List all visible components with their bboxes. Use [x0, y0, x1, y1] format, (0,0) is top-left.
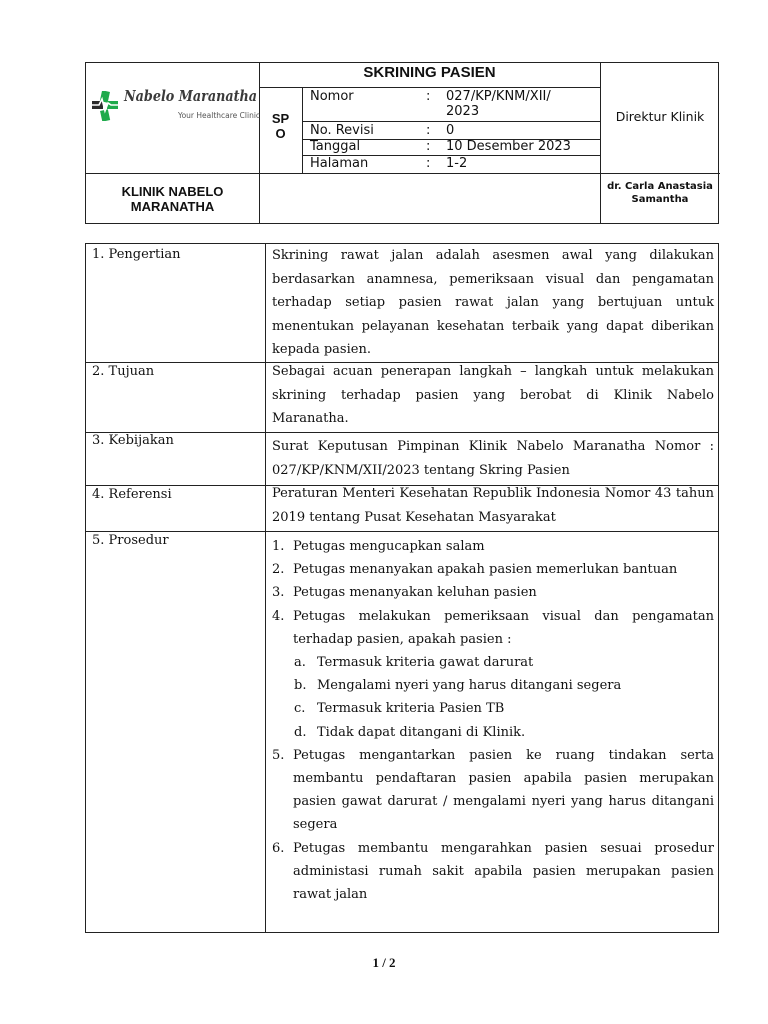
divider — [259, 87, 600, 88]
meta-value-nomor-cont: 2023 — [446, 104, 480, 119]
step-number: 1. — [272, 539, 285, 554]
step-number: 5. — [272, 747, 285, 763]
section-label: 3. Kebijakan — [92, 433, 174, 448]
list-item — [272, 721, 714, 744]
meta-label-nomor: Nomor — [310, 89, 354, 104]
document-header — [85, 62, 719, 224]
meta-label-revisi: No. Revisi — [310, 123, 374, 138]
approver-title: Direktur Klinik — [615, 109, 705, 124]
spo-line: O — [275, 126, 286, 141]
criteria-text: Termasuk kriteria Pasien TB — [317, 701, 505, 717]
step-number: 4. — [272, 608, 285, 624]
section-label: 5. Prosedur — [92, 533, 169, 548]
list-item — [272, 837, 714, 907]
section-label: 1. Pengertian — [92, 247, 181, 262]
meta-colon: : — [426, 156, 431, 171]
step-number: 6. — [272, 840, 285, 856]
meta-colon: : — [426, 139, 431, 154]
step-text: Petugas mengantarkan pasien ke ruang tindakan serta membantu pendaftaran pasien apabila pasien merupakan pasien gawat darurat / mengalami nyeri yang harus ditangani segera — [293, 747, 714, 833]
divider — [86, 432, 718, 433]
meta-value-revisi: 0 — [446, 123, 455, 138]
spo-line: SP — [271, 111, 290, 126]
list-item — [272, 744, 714, 837]
list-item — [272, 581, 714, 604]
meta-label-tanggal: Tanggal — [310, 139, 361, 154]
criteria-letter: a. — [294, 655, 306, 671]
logo-name: Nabelo Maranatha — [124, 87, 258, 105]
list-item — [272, 535, 714, 558]
divider — [302, 121, 600, 122]
clinic-name: KLINIK NABELO MARANATHA — [121, 184, 224, 214]
meta-value-tanggal: 10 Desember 2023 — [446, 139, 571, 154]
step-text: Petugas menanyakan apakah pasien memerlukan bantuan — [293, 562, 678, 578]
document-title: SKRINING PASIEN — [363, 64, 496, 81]
step-text: Petugas membantu mengarahkan pasien sesuai prosedur administasi rumah sakit apabila pasien merupakan pasien rawat jalan — [293, 840, 714, 903]
section-text: Sebagai acuan penerapan langkah – langkah untuk melakukan skrining terhadap pasien yang berobat di Klinik Nabelo Maranatha. — [272, 364, 714, 426]
clinic-logo — [92, 85, 261, 131]
criteria-letter: c. — [294, 701, 306, 717]
step-number: 2. — [272, 562, 285, 578]
procedure-list — [272, 535, 714, 906]
step-text: Petugas mengucapkan salam — [293, 539, 485, 554]
list-item — [272, 697, 714, 720]
meta-colon: : — [426, 89, 431, 104]
meta-value-halaman: 1-2 — [446, 156, 468, 171]
list-item — [272, 558, 714, 581]
criteria-text: Termasuk kriteria gawat darurat — [317, 655, 534, 671]
step-text: Petugas menanyakan keluhan pasien — [293, 585, 537, 601]
approver-name: dr. Carla Anastasia Samantha — [607, 181, 713, 205]
criteria-text: Tidak dapat ditangani di Klinik. — [317, 724, 526, 740]
section-text: Surat Keputusan Pimpinan Klinik Nabelo Maranatha Nomor : 027/KP/KNM/XII/2023 tentang Skring Pasien — [272, 439, 714, 478]
section-text: Peraturan Menteri Kesehatan Republik Indonesia Nomor 43 tahun 2019 tentang Pusat Kesehatan Masyarakat — [272, 486, 714, 525]
meta-colon: : — [426, 123, 431, 138]
spo-label — [259, 111, 302, 141]
criteria-letter: d. — [294, 724, 307, 740]
logo-tagline: Your Healthcare Clinic — [178, 111, 261, 120]
step-text: Petugas melakukan pemeriksaan visual dan pengamatan terhadap pasien, apakah pasien : — [293, 608, 714, 647]
medical-cross-icon — [92, 91, 118, 121]
list-item — [272, 651, 714, 674]
list-item — [272, 674, 714, 697]
page-number: 1 / 2 — [372, 955, 396, 970]
step-number: 3. — [272, 585, 285, 601]
section-label: 4. Referensi — [92, 487, 172, 502]
divider — [265, 244, 266, 932]
criteria-text: Mengalami nyeri yang harus ditangani segera — [317, 678, 622, 694]
meta-label-halaman: Halaman — [310, 156, 369, 171]
section-text: Skrining rawat jalan adalah asesmen awal yang dilakukan berdasarkan anamnesa, pemeriksaan visual dan pengamatan terhadap setiap pasien rawat jalan yang bertujuan untuk menentukan pelayanan kesehatan terbaik yang dapat diberikan kepada pasien. — [272, 248, 714, 357]
criteria-letter: b. — [294, 678, 307, 694]
section-label: 2. Tujuan — [92, 364, 155, 379]
list-item — [272, 605, 714, 651]
meta-value-nomor: 027/KP/KNM/XII/ — [446, 89, 551, 104]
divider — [86, 531, 718, 532]
divider — [302, 87, 303, 173]
sop-content-table — [85, 243, 719, 933]
